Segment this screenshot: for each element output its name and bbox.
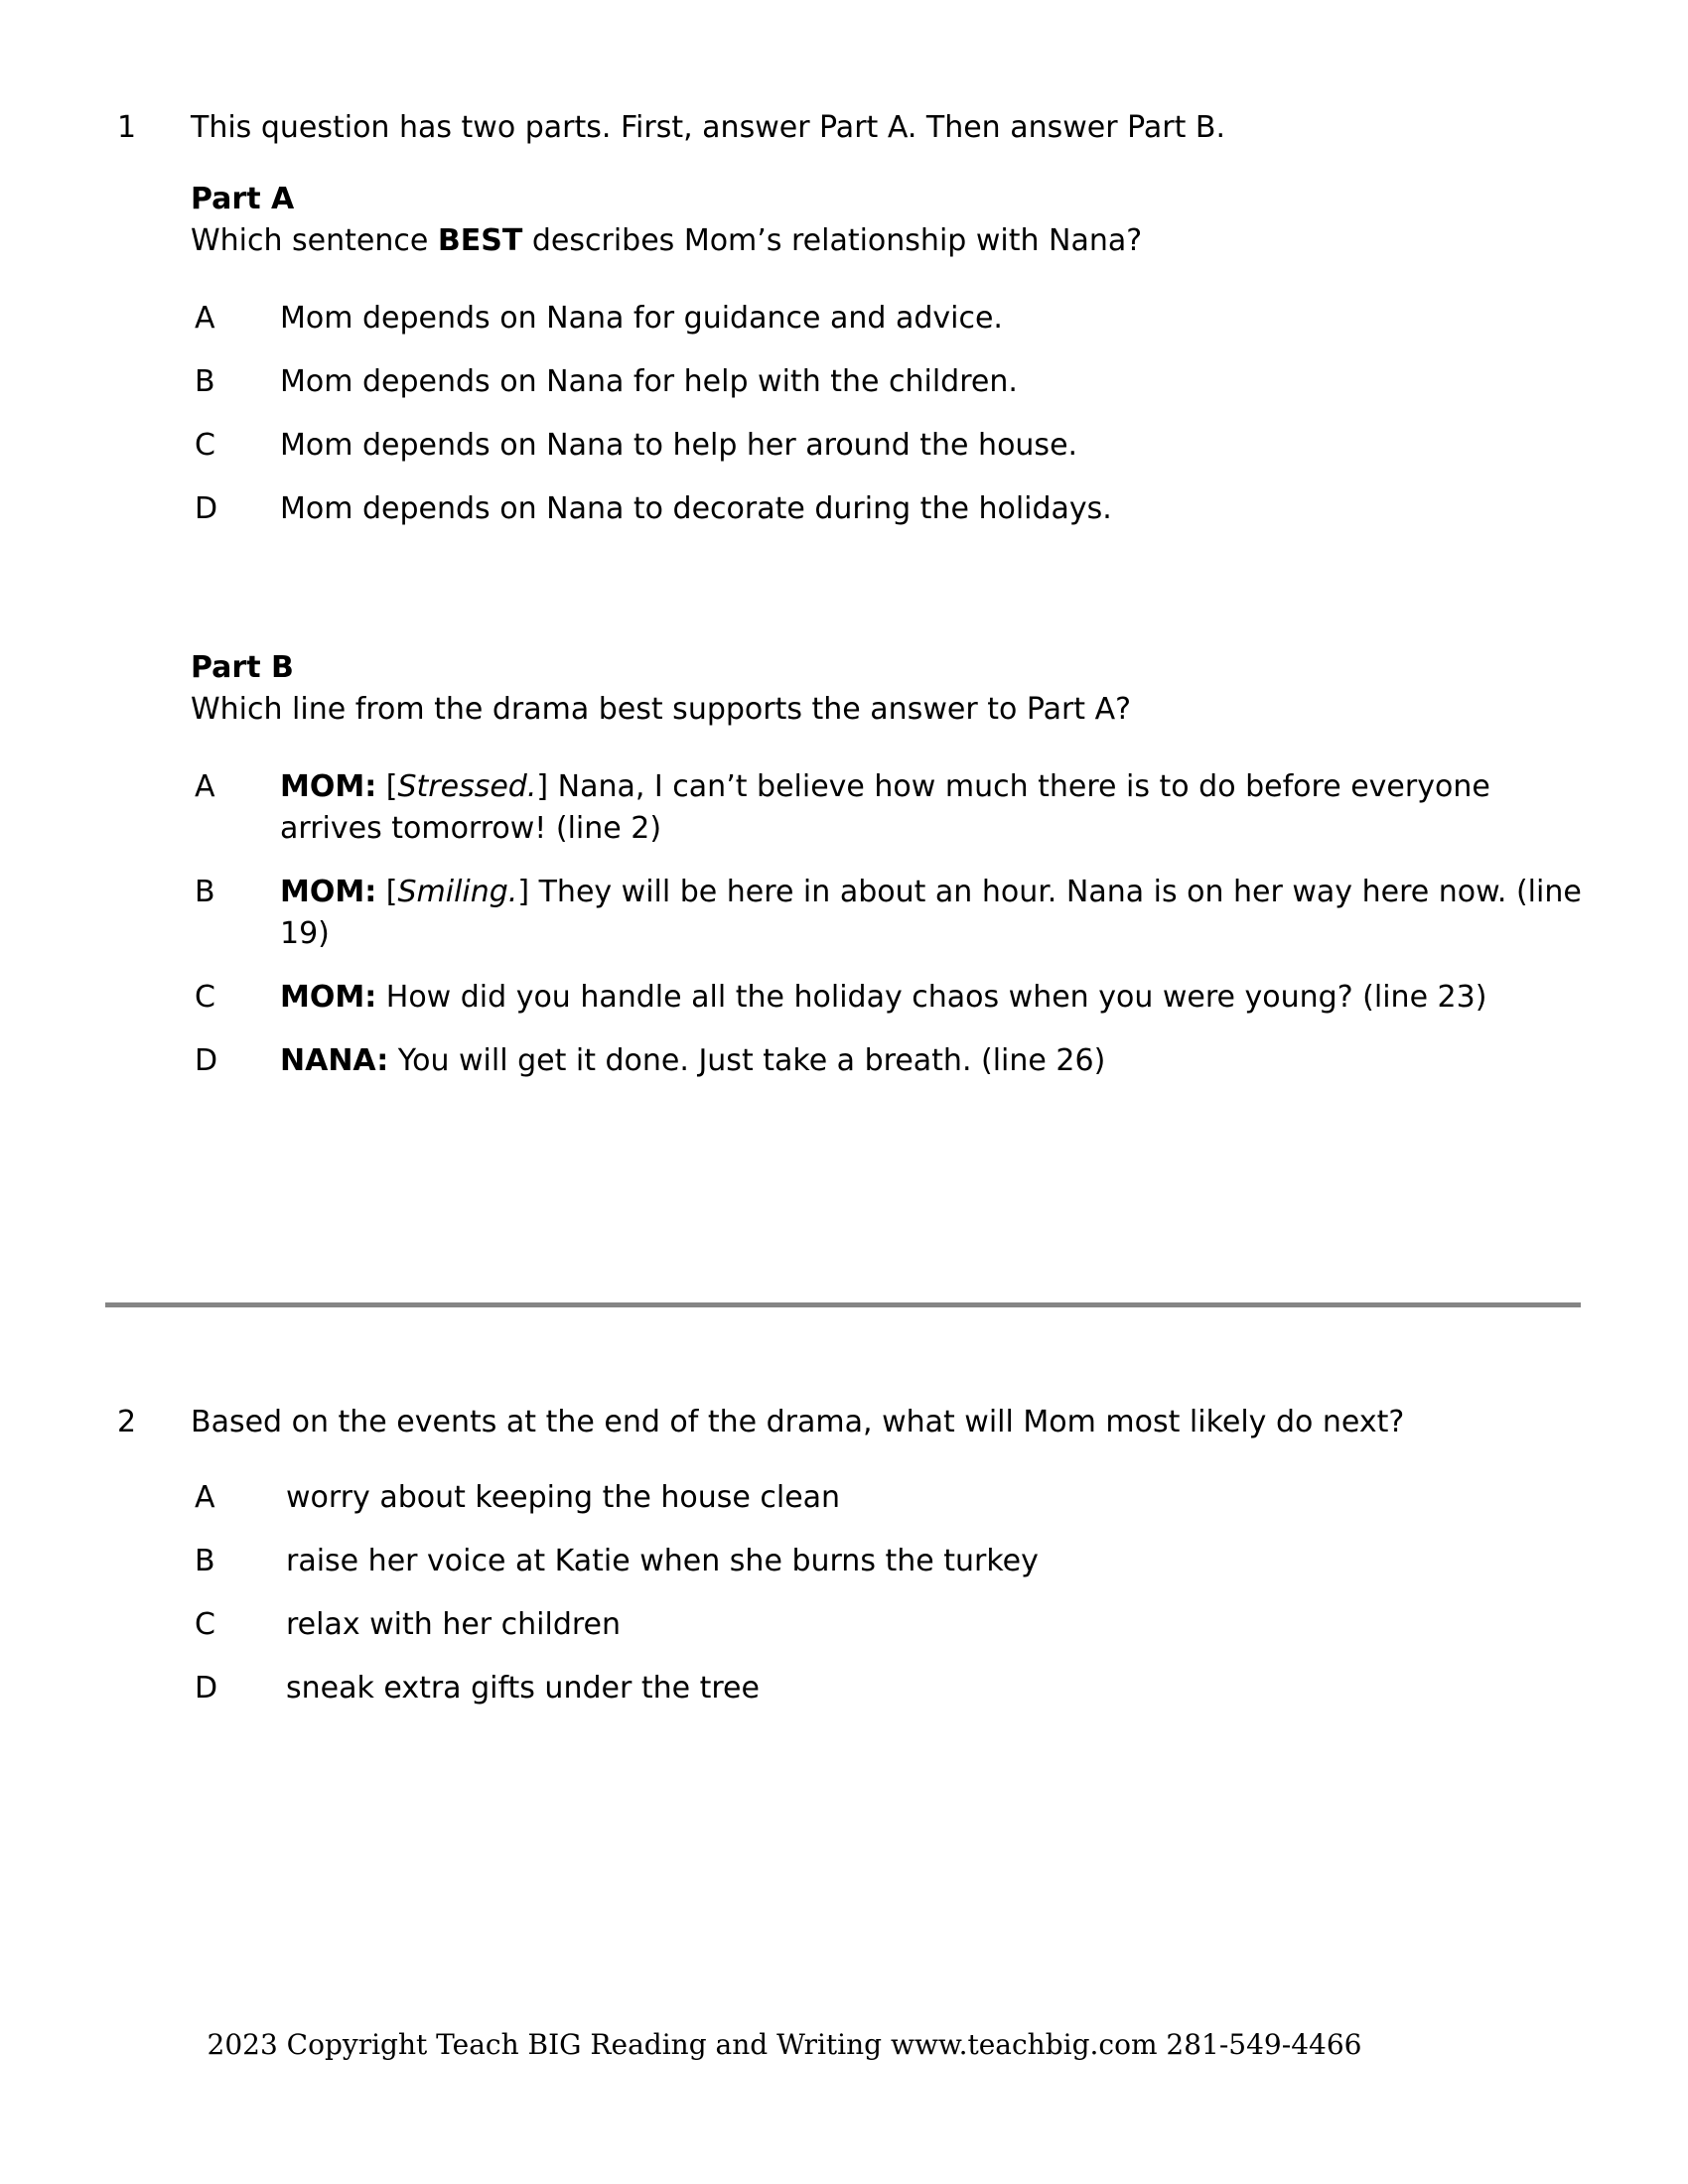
- question-2-header: [117, 1402, 1607, 1443]
- choice-text: [280, 872, 1601, 955]
- part-b-label: Part B: [191, 650, 294, 685]
- choice-item[interactable]: [195, 1541, 1607, 1582]
- choice-letter: A: [195, 301, 215, 336]
- choice-text: worry about keeping the house clean: [286, 1480, 841, 1515]
- part-b-prompt: Which line from the drama best supports the answer to Part A?: [191, 692, 1132, 727]
- choice-item[interactable]: [195, 1604, 1607, 1646]
- choice-item[interactable]: [195, 1477, 1607, 1519]
- choice-line-text: Nana, I can’t believe how much there is to do before everyone arrives tomorrow! (line 2): [280, 769, 1490, 846]
- choice-text: raise her voice at Katie when she burns the turkey: [286, 1544, 1039, 1578]
- question-2-choices: [195, 1477, 1607, 1709]
- part-spacer: [117, 552, 1607, 617]
- question-2: [117, 1402, 1607, 1731]
- choice-line-text: How did you handle all the holiday chaos when you were young? (line 23): [376, 980, 1487, 1015]
- choice-text: sneak extra gifts under the tree: [286, 1671, 760, 1706]
- question-1-stem: This question has two parts. First, answer Part A. Then answer Part B.: [191, 110, 1226, 145]
- stage-direction-close: ]: [536, 769, 549, 804]
- choice-item[interactable]: [195, 766, 1607, 850]
- part-b-choices: [195, 766, 1607, 1082]
- question-2-stem: Based on the events at the end of the drama, what will Mom most likely do next?: [191, 1405, 1405, 1439]
- page-footer: [0, 2025, 1688, 2065]
- choice-letter: B: [195, 1544, 215, 1578]
- part-a-prompt-suffix: describes Mom’s relationship with Nana?: [522, 223, 1143, 258]
- question-1: [117, 107, 1607, 1104]
- choice-stage-direction: Stressed.: [397, 769, 537, 804]
- stage-direction-close: ]: [517, 875, 530, 909]
- choice-letter: C: [195, 428, 215, 463]
- choice-text: [280, 1040, 1607, 1082]
- choice-line-text: They will be here in about an hour. Nana is on her way here now. (line 19): [280, 875, 1582, 951]
- part-a-choices: [195, 298, 1607, 530]
- choice-item[interactable]: [195, 1668, 1607, 1709]
- stage-direction-open: [: [376, 875, 398, 909]
- choice-item[interactable]: [195, 425, 1607, 467]
- choice-speaker: NANA:: [280, 1043, 389, 1078]
- question-1-number: 1: [117, 110, 137, 145]
- part-b-block: [191, 647, 1607, 731]
- choice-item[interactable]: [195, 872, 1607, 955]
- choice-letter: D: [195, 491, 218, 526]
- choice-stage-direction: Smiling.: [397, 875, 518, 909]
- part-a-block: [191, 179, 1607, 262]
- choice-text: Mom depends on Nana to decorate during the holidays.: [280, 491, 1112, 526]
- choice-letter: A: [195, 769, 215, 804]
- choice-text: [280, 977, 1601, 1019]
- choice-text: Mom depends on Nana for guidance and advice.: [280, 301, 1003, 336]
- choice-letter: C: [195, 980, 215, 1015]
- choice-text: relax with her children: [286, 1607, 622, 1642]
- choice-speaker: MOM:: [280, 875, 377, 909]
- part-a-prompt-prefix: Which sentence: [191, 223, 438, 258]
- choice-text: Mom depends on Nana to help her around the house.: [280, 428, 1078, 463]
- choice-text: Mom depends on Nana for help with the children.: [280, 364, 1018, 399]
- choice-text: [280, 766, 1601, 850]
- choice-speaker: MOM:: [280, 769, 377, 804]
- choice-speaker: MOM:: [280, 980, 377, 1015]
- choice-item[interactable]: [195, 977, 1607, 1019]
- choice-item[interactable]: [195, 361, 1607, 403]
- part-a-prompt: [191, 220, 1607, 262]
- stage-direction-open: [: [376, 769, 398, 804]
- choice-letter: D: [195, 1043, 218, 1078]
- choice-item[interactable]: [195, 1040, 1607, 1082]
- choice-letter: A: [195, 1480, 215, 1515]
- choice-line-text: You will get it done. Just take a breath. (line 26): [388, 1043, 1106, 1078]
- part-a-label: Part A: [191, 182, 295, 216]
- question-1-header: [117, 107, 1607, 149]
- choice-letter: B: [195, 364, 215, 399]
- choice-item[interactable]: [195, 298, 1607, 340]
- choice-letter: B: [195, 875, 215, 909]
- section-divider: [105, 1302, 1581, 1307]
- question-2-number: 2: [117, 1405, 137, 1439]
- choice-item[interactable]: [195, 488, 1607, 530]
- choice-letter: C: [195, 1607, 215, 1642]
- part-a-prompt-emphasis: BEST: [437, 223, 523, 258]
- choice-letter: D: [195, 1671, 218, 1706]
- copyright-text: 2023 Copyright Teach BIG Reading and Writing www.teachbig.com 281-549-4466: [207, 2028, 1362, 2061]
